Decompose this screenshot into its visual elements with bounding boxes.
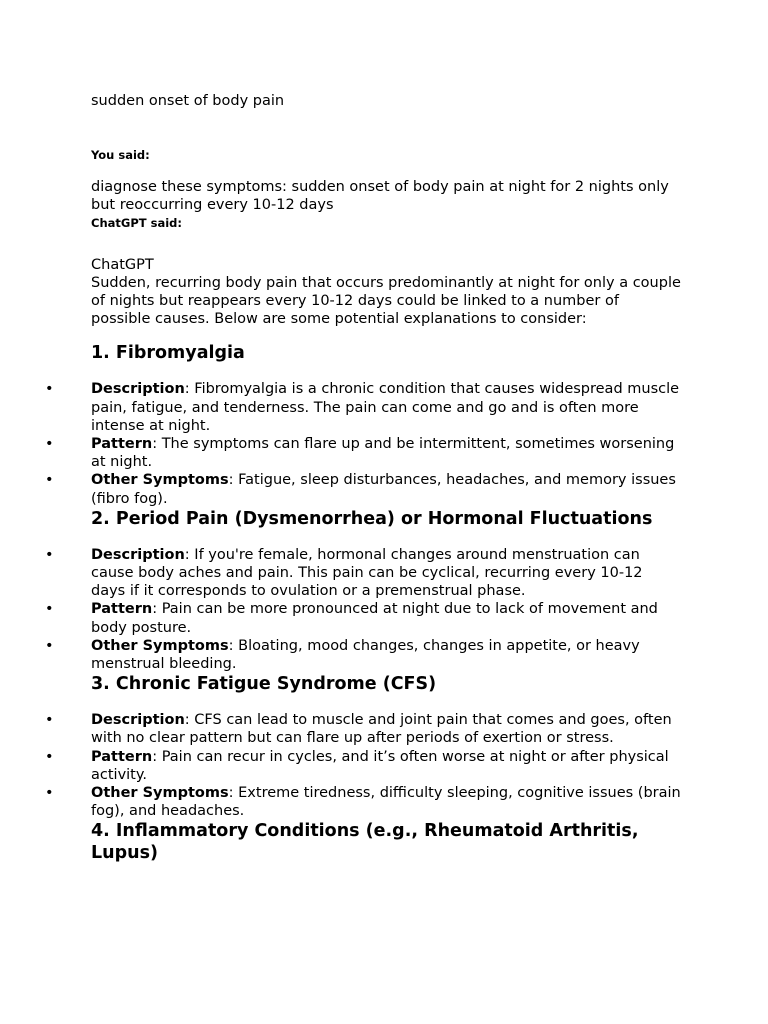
item-text: : If you're female, hormonal changes around menstruation can cause body aches and pain. This pain can be cyclical, recurring every 10-12 days if it corresponds to ovulation or a premenstrual phase. (91, 546, 643, 600)
item-term: Other Symptoms (91, 785, 229, 802)
bullet-icon: • (45, 785, 54, 802)
bullet-icon: • (45, 381, 54, 398)
item-term: Pattern (91, 436, 153, 453)
section-list (45, 380, 681, 507)
intro-paragraph: Sudden, recurring body pain that occurs predominantly at night for only a couple of nights but reappears every 10-12 days could be linked to a number of possible causes. Below are some potential explanations to consider: (91, 274, 681, 328)
list-item (45, 784, 681, 820)
item-text: : Extreme tiredness, difficulty sleeping, cognitive issues (brain fog), and headaches. (91, 785, 681, 820)
bullet-icon: • (45, 546, 54, 563)
list-item (45, 711, 681, 747)
item-text: : Fatigue, sleep disturbances, headaches, and memory issues (fibro fog). (91, 472, 676, 507)
title-line: sudden onset of body pain (91, 93, 285, 109)
bullet-icon: • (45, 712, 54, 729)
item-term: Other Symptoms (91, 472, 229, 489)
item-text: : CFS can lead to muscle and joint pain that comes and goes, often with no clear pattern but can flare up after periods of exertion or stress. (91, 712, 672, 747)
item-text: : Pain can be more pronounced at night due to lack of movement and body posture. (91, 601, 658, 636)
section-list (45, 711, 681, 820)
list-item (45, 380, 681, 435)
bullet-icon: • (45, 748, 54, 765)
chatgpt-said-label: ChatGPT said: (91, 215, 182, 230)
item-term: Description (91, 712, 185, 729)
item-text: : Fibromyalgia is a chronic condition that causes widespread muscle pain, fatigue, and tenderness. The pain can come and go and is often more intense at night. (91, 381, 680, 434)
chatgpt-name: ChatGPT (91, 256, 154, 273)
section-list (45, 546, 681, 673)
item-term: Pattern (91, 601, 153, 618)
list-item (45, 546, 681, 601)
section-heading: 4. Inflammatory Conditions (e.g., Rheumatoid Arthritis, Lupus) (91, 821, 639, 864)
item-term: Description (91, 546, 185, 563)
section-heading: 3. Chronic Fatigue Syndrome (CFS) (91, 674, 437, 695)
list-item (45, 748, 681, 784)
list-item (45, 471, 681, 507)
item-term: Description (91, 381, 185, 398)
list-item (45, 637, 681, 673)
section-heading: 1. Fibromyalgia (91, 343, 245, 364)
item-term: Pattern (91, 748, 153, 765)
list-item (45, 435, 681, 471)
bullet-icon: • (45, 436, 54, 453)
bullet-icon: • (45, 472, 54, 489)
bullet-icon: • (45, 637, 54, 654)
item-term: Other Symptoms (91, 637, 229, 654)
you-said-label: You said: (91, 148, 150, 163)
user-message: diagnose these symptoms: sudden onset of body pain at night for 2 nights only but reoccurring every 10-12 days (91, 179, 669, 214)
item-text: : Pain can recur in cycles, and it’s often worse at night or after physical activity. (91, 748, 669, 783)
document-content (45, 92, 681, 864)
item-text: : Bloating, mood changes, changes in appetite, or heavy menstrual bleeding. (91, 637, 640, 673)
bullet-icon: • (45, 601, 54, 618)
item-text: : The symptoms can flare up and be intermittent, sometimes worsening at night. (91, 436, 675, 471)
list-item (45, 600, 681, 636)
section-heading: 2. Period Pain (Dysmenorrhea) or Hormonal Fluctuations (91, 508, 653, 529)
